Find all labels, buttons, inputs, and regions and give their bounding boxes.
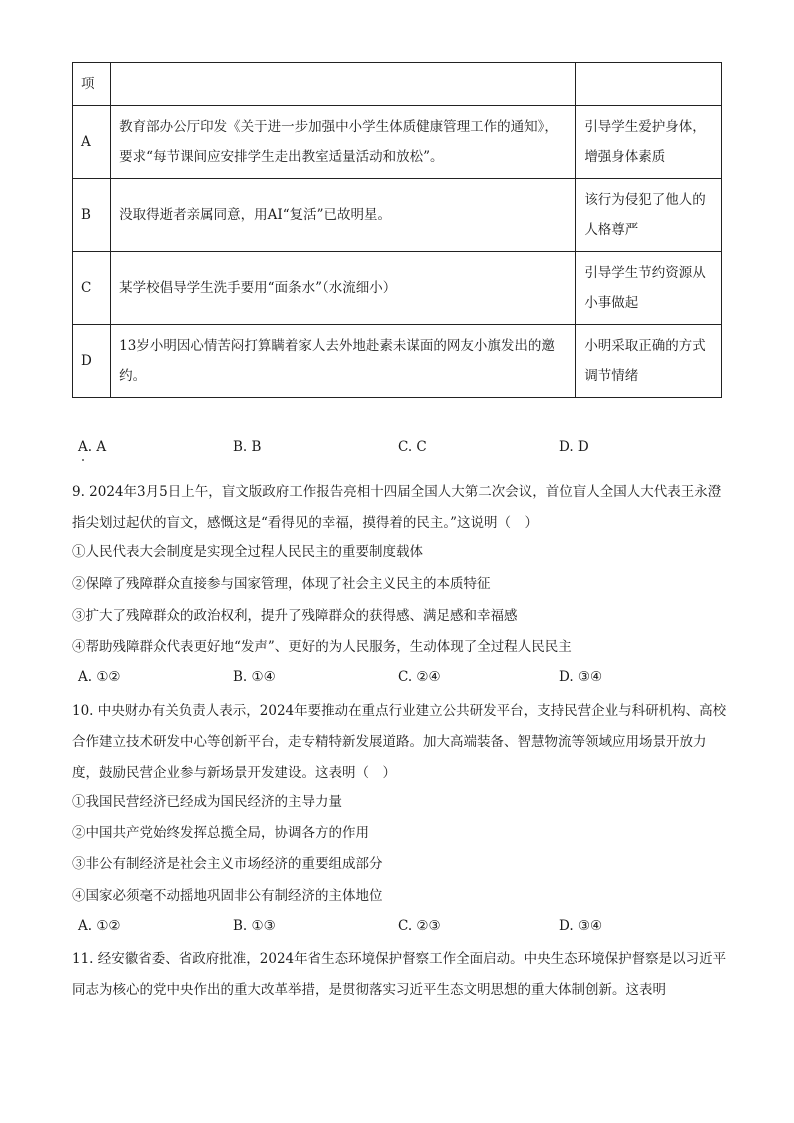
table-cell-item: B — [73, 179, 111, 252]
table-cell-analysis: 该行为侵犯了他人的人格尊严 — [576, 179, 722, 252]
option-b: B. ①④ — [233, 669, 276, 685]
option-d: D. D — [559, 439, 589, 455]
option-d: D. ③④ — [559, 918, 603, 934]
table-cell-content: 教育部办公厅印发《关于进一步加强中小学生体质健康管理工作的通知》，要求“每节课间应安排学生走出教室适量活动和放松”。 — [111, 106, 576, 179]
question-8-options — [78, 437, 728, 457]
question-10-item-4: ④国家必须毫不动摇地巩固非公有制经济的主体地位 — [72, 888, 383, 904]
table-cell-item: A — [73, 106, 111, 179]
table-cell-content: 没取得逝者亲属同意，用AI“复活”已故明星。 — [111, 179, 576, 252]
table-cell-content: 13岁小明因心情苦闷打算瞒着家人去外地赴素未谋面的网友小旗发出的邀约。 — [111, 325, 576, 398]
option-c: C. ②③ — [398, 918, 441, 934]
option-c: C. C — [398, 439, 427, 455]
table-row — [73, 325, 722, 398]
table-cell-item: D — [73, 325, 111, 398]
question-10-options — [78, 916, 728, 936]
option-b: B. B — [233, 439, 262, 455]
table-cell-item: C — [73, 252, 111, 325]
table-cell-analysis — [576, 63, 722, 106]
option-c: C. ②④ — [398, 669, 441, 685]
question-9-options — [78, 667, 728, 687]
table-cell-content — [111, 63, 576, 106]
table-row — [73, 179, 722, 252]
option-b: B. ①③ — [233, 918, 276, 934]
question-9-item-4: ④帮助残障群众代表更好地“发声”、更好的为人民服务，生动体现了全过程人民民主 — [72, 639, 572, 655]
question-11-stem: 11. 经安徽省委、省政府批准，2024年省生态环境保护督察工作全面启动。中央生态环境保护督察是以习近平同志为核心的党中央作出的重大改革举措，是贯彻落实习近平生态文明思想的重大体制创新。这表明 — [72, 951, 727, 998]
question-10-item-1: ①我国民营经济已经成为国民经济的主导力量 — [72, 794, 342, 810]
question-10-stem: 10. 中央财办有关负责人表示，2024年要推动在重点行业建立公共研发平台，支持民营企业与科研机构、高校合作建立技术研发中心等创新平台，走专精特新发展道路。加大高端装备、智慧物流等领域应用场景开放力度，鼓励民营企业参与新场景开发建设。这表明（ ） — [72, 703, 727, 781]
question-9-stem: 9. 2024年3月5日上午，盲文版政府工作报告亮相十四届全国人大第二次会议，首位盲人全国人大代表王永澄指尖划过起伏的盲文，感慨这是“看得见的幸福，摸得着的民主。”这说明（ ） — [72, 484, 722, 531]
table-row — [73, 106, 722, 179]
table-cell-item: 项 — [73, 63, 111, 106]
question-10-item-3: ③非公有制经济是社会主义市场经济的重要组成部分 — [72, 856, 383, 872]
table-cell-analysis: 引导学生节约资源从小事做起 — [576, 252, 722, 325]
table-cell-content: 某学校倡导学生洗手要用“面条水”（水流细小） — [111, 252, 576, 325]
question-9-item-1: ①人民代表大会制度是实现全过程人民民主的重要制度载体 — [72, 544, 423, 560]
stray-dot — [82, 459, 84, 461]
table-cell-analysis: 引导学生爱护身体，增强身体素质 — [576, 106, 722, 179]
question-9-item-2: ②保障了残障群众直接参与国家管理，体现了社会主义民主的本质特征 — [72, 576, 491, 592]
question-9-item-3: ③扩大了残障群众的政治权利，提升了残障群众的获得感、满足感和幸福感 — [72, 608, 518, 624]
option-a: A. A — [78, 439, 107, 455]
table-row — [73, 252, 722, 325]
question-8-table — [72, 62, 722, 398]
option-a: A. ①② — [78, 918, 121, 934]
table-cell-analysis: 小明采取正确的方式调节情绪 — [576, 325, 722, 398]
table-header-row — [73, 63, 722, 106]
option-d: D. ③④ — [559, 669, 603, 685]
question-10-item-2: ②中国共产党始终发挥总揽全局，协调各方的作用 — [72, 825, 369, 841]
option-a: A. ①② — [78, 669, 121, 685]
